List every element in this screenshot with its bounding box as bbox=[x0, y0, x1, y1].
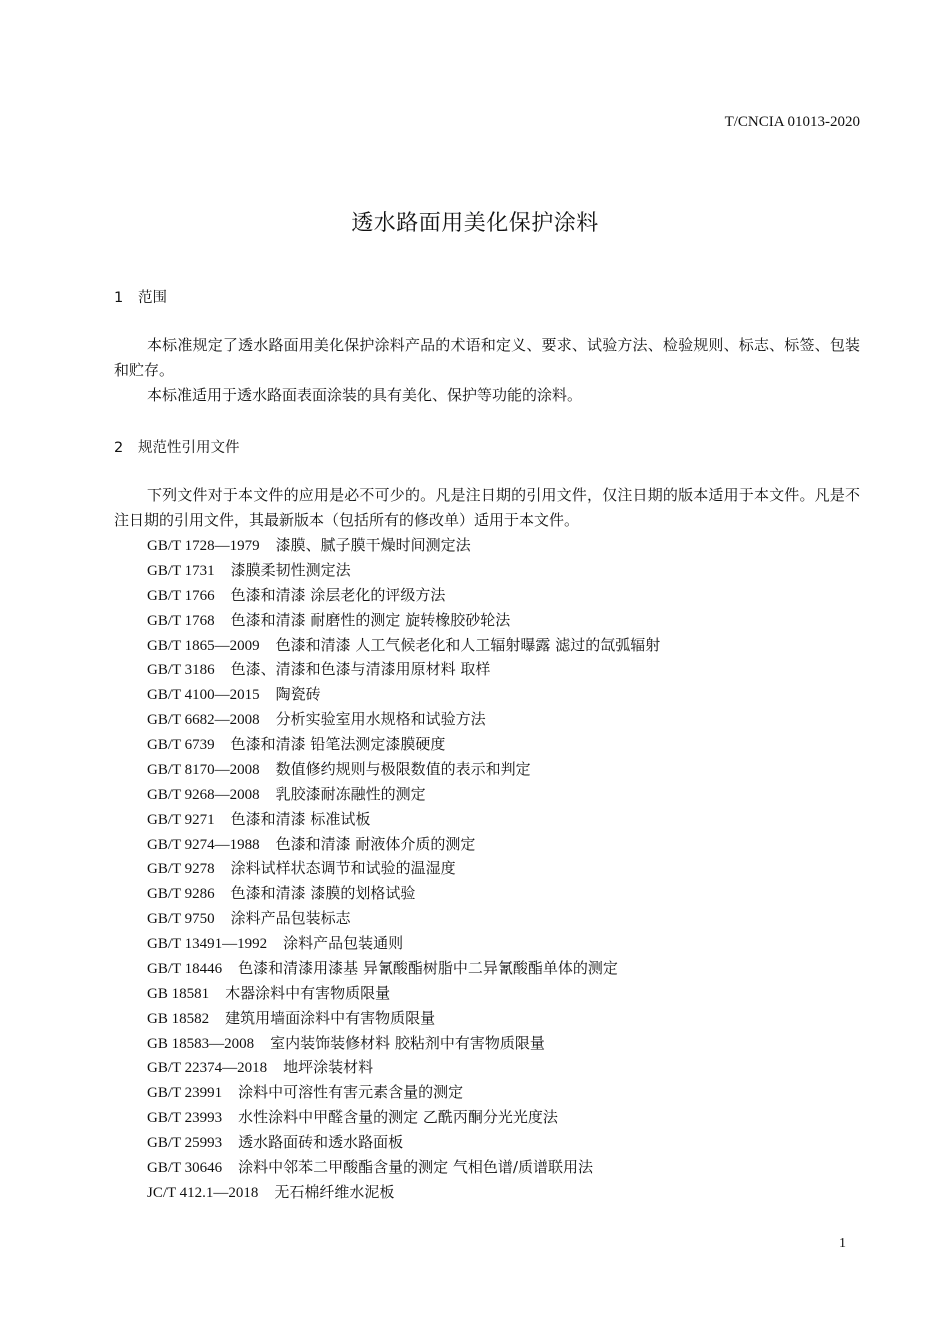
reference-code: JC/T 412.1—2018 bbox=[147, 1184, 259, 1201]
reference-item bbox=[147, 608, 660, 633]
reference-code: GB/T 9286 bbox=[147, 886, 215, 903]
reference-title: 地坪涂装材料 bbox=[283, 1058, 374, 1077]
reference-title: 漆膜柔韧性测定法 bbox=[230, 560, 351, 579]
reference-title: 涂料产品包装通则 bbox=[283, 934, 404, 952]
reference-title: 建筑用墙面涂料中有害物质限量 bbox=[225, 1008, 436, 1027]
reference-code: GB/T 25993 bbox=[147, 1135, 223, 1151]
reference-title: 室内装饰装修材料 胶粘剂中有害物质限量 bbox=[270, 1033, 545, 1052]
reference-code: GB/T 4100—2015 bbox=[147, 687, 260, 704]
section-1-number: 1 bbox=[114, 290, 124, 306]
reference-code: GB/T 8170—2008 bbox=[147, 761, 260, 778]
reference-item bbox=[147, 956, 660, 981]
reference-title: 无石棉纤维水泥板 bbox=[274, 1182, 395, 1201]
reference-code: GB 18582 bbox=[147, 1010, 210, 1027]
reference-code: GB/T 1731 bbox=[147, 562, 215, 579]
reference-item bbox=[147, 881, 660, 906]
section-2-number: 2 bbox=[114, 440, 124, 456]
reference-code: GB/T 6739 bbox=[147, 737, 215, 753]
reference-item bbox=[147, 533, 660, 558]
reference-item bbox=[147, 981, 660, 1006]
reference-code: GB 18581 bbox=[147, 985, 210, 1002]
reference-item bbox=[147, 583, 660, 608]
reference-item bbox=[147, 682, 660, 707]
reference-title: 涂料中邻苯二甲酸酯含量的测定 气相色谱/质谱联用法 bbox=[238, 1157, 593, 1176]
reference-code: GB/T 1768 bbox=[147, 612, 215, 629]
reference-title: 水性涂料中甲醛含量的测定 乙酰丙酮分光光度法 bbox=[238, 1108, 558, 1127]
section-1-paragraph-1: 本标准规定了透水路面用美化保护涂料产品的术语和定义、要求、试验方法、检验规则、标志、标签、包装和贮存。 bbox=[114, 336, 860, 379]
section-1-heading bbox=[114, 286, 167, 307]
reference-code: GB/T 9271 bbox=[147, 811, 215, 828]
reference-item bbox=[147, 1180, 660, 1205]
reference-code: GB/T 23993 bbox=[147, 1110, 223, 1127]
reference-code: GB/T 13491—1992 bbox=[147, 936, 268, 952]
reference-title: 色漆和清漆 耐磨性的测定 旋转橡胶砂轮法 bbox=[230, 610, 511, 629]
reference-code: GB/T 6682—2008 bbox=[147, 712, 260, 729]
reference-item bbox=[147, 633, 660, 658]
reference-code: GB/T 30646 bbox=[147, 1159, 223, 1176]
section-2-title: 规范性引用文件 bbox=[138, 440, 240, 456]
reference-item bbox=[147, 732, 660, 757]
page-number: 1 bbox=[839, 1236, 846, 1251]
reference-item bbox=[147, 657, 660, 682]
reference-title: 分析实验室用水规格和试验方法 bbox=[275, 710, 486, 729]
reference-item bbox=[147, 832, 660, 857]
section-1-paragraph-2: 本标准适用于透水路面表面涂装的具有美化、保护等功能的涂料。 bbox=[147, 386, 583, 404]
standard-code: T/CNCIA 01013-2020 bbox=[724, 114, 860, 130]
reference-code: GB/T 22374—2018 bbox=[147, 1060, 268, 1077]
reference-title: 涂料试样状态调节和试验的温湿度 bbox=[230, 859, 456, 878]
section-2-intro: 下列文件对于本文件的应用是必不可少的。凡是注日期的引用文件，仅注日期的版本适用于本文件。凡是不注日期的引用文件，其最新版本（包括所有的修改单）适用于本文件。 bbox=[114, 486, 860, 529]
reference-item bbox=[147, 782, 660, 807]
reference-item bbox=[147, 558, 660, 583]
reference-item bbox=[147, 807, 660, 832]
reference-code: GB 18583—2008 bbox=[147, 1035, 255, 1052]
reference-title: 色漆和清漆 漆膜的划格试验 bbox=[230, 884, 416, 903]
reference-item bbox=[147, 1155, 660, 1180]
reference-item bbox=[147, 1055, 660, 1080]
reference-title: 乳胶漆耐冻融性的测定 bbox=[275, 784, 426, 803]
reference-item bbox=[147, 931, 660, 956]
reference-title: 色漆和清漆 人工气候老化和人工辐射曝露 滤过的氙弧辐射 bbox=[275, 635, 661, 654]
reference-item bbox=[147, 856, 660, 881]
reference-code: GB/T 18446 bbox=[147, 960, 223, 977]
reference-title: 木器涂料中有害物质限量 bbox=[225, 983, 391, 1002]
document-title: 透水路面用美化保护涂料 bbox=[351, 211, 599, 236]
reference-item bbox=[147, 1130, 660, 1155]
reference-item bbox=[147, 1080, 660, 1105]
reference-title: 色漆和清漆 铅笔法测定漆膜硬度 bbox=[230, 735, 446, 753]
section-1-title: 范围 bbox=[138, 290, 167, 306]
reference-code: GB/T 3186 bbox=[147, 662, 215, 679]
reference-item bbox=[147, 707, 660, 732]
reference-title: 色漆和清漆 耐液体介质的测定 bbox=[275, 834, 476, 853]
reference-item bbox=[147, 1006, 660, 1031]
reference-title: 透水路面砖和透水路面板 bbox=[238, 1133, 404, 1151]
reference-title: 数值修约规则与极限数值的表示和判定 bbox=[275, 759, 531, 778]
reference-code: GB/T 1865—2009 bbox=[147, 637, 260, 654]
reference-title: 色漆和清漆 涂层老化的评级方法 bbox=[230, 585, 446, 604]
reference-title: 涂料中可溶性有害元素含量的测定 bbox=[238, 1083, 464, 1102]
section-2-heading bbox=[114, 436, 240, 457]
reference-title: 漆膜、腻子膜干燥时间测定法 bbox=[275, 536, 471, 554]
reference-code: GB/T 1766 bbox=[147, 587, 215, 604]
reference-title: 涂料产品包装标志 bbox=[230, 909, 351, 928]
reference-title: 陶瓷砖 bbox=[275, 685, 321, 704]
reference-item bbox=[147, 1031, 660, 1056]
reference-code: GB/T 9278 bbox=[147, 861, 215, 878]
reference-title: 色漆、清漆和色漆与清漆用原材料 取样 bbox=[230, 660, 491, 679]
reference-item bbox=[147, 906, 660, 931]
reference-title: 色漆和清漆用漆基 异氰酸酯树脂中二异氰酸酯单体的测定 bbox=[238, 958, 618, 977]
reference-code: GB/T 9274—1988 bbox=[147, 836, 260, 853]
reference-code: GB/T 23991 bbox=[147, 1085, 223, 1102]
reference-title: 色漆和清漆 标准试板 bbox=[230, 809, 371, 828]
reference-code: GB/T 9750 bbox=[147, 911, 215, 928]
reference-item bbox=[147, 757, 660, 782]
reference-code: GB/T 1728—1979 bbox=[147, 538, 260, 554]
reference-item bbox=[147, 1105, 660, 1130]
reference-code: GB/T 9268—2008 bbox=[147, 786, 260, 803]
reference-list bbox=[147, 533, 660, 1205]
